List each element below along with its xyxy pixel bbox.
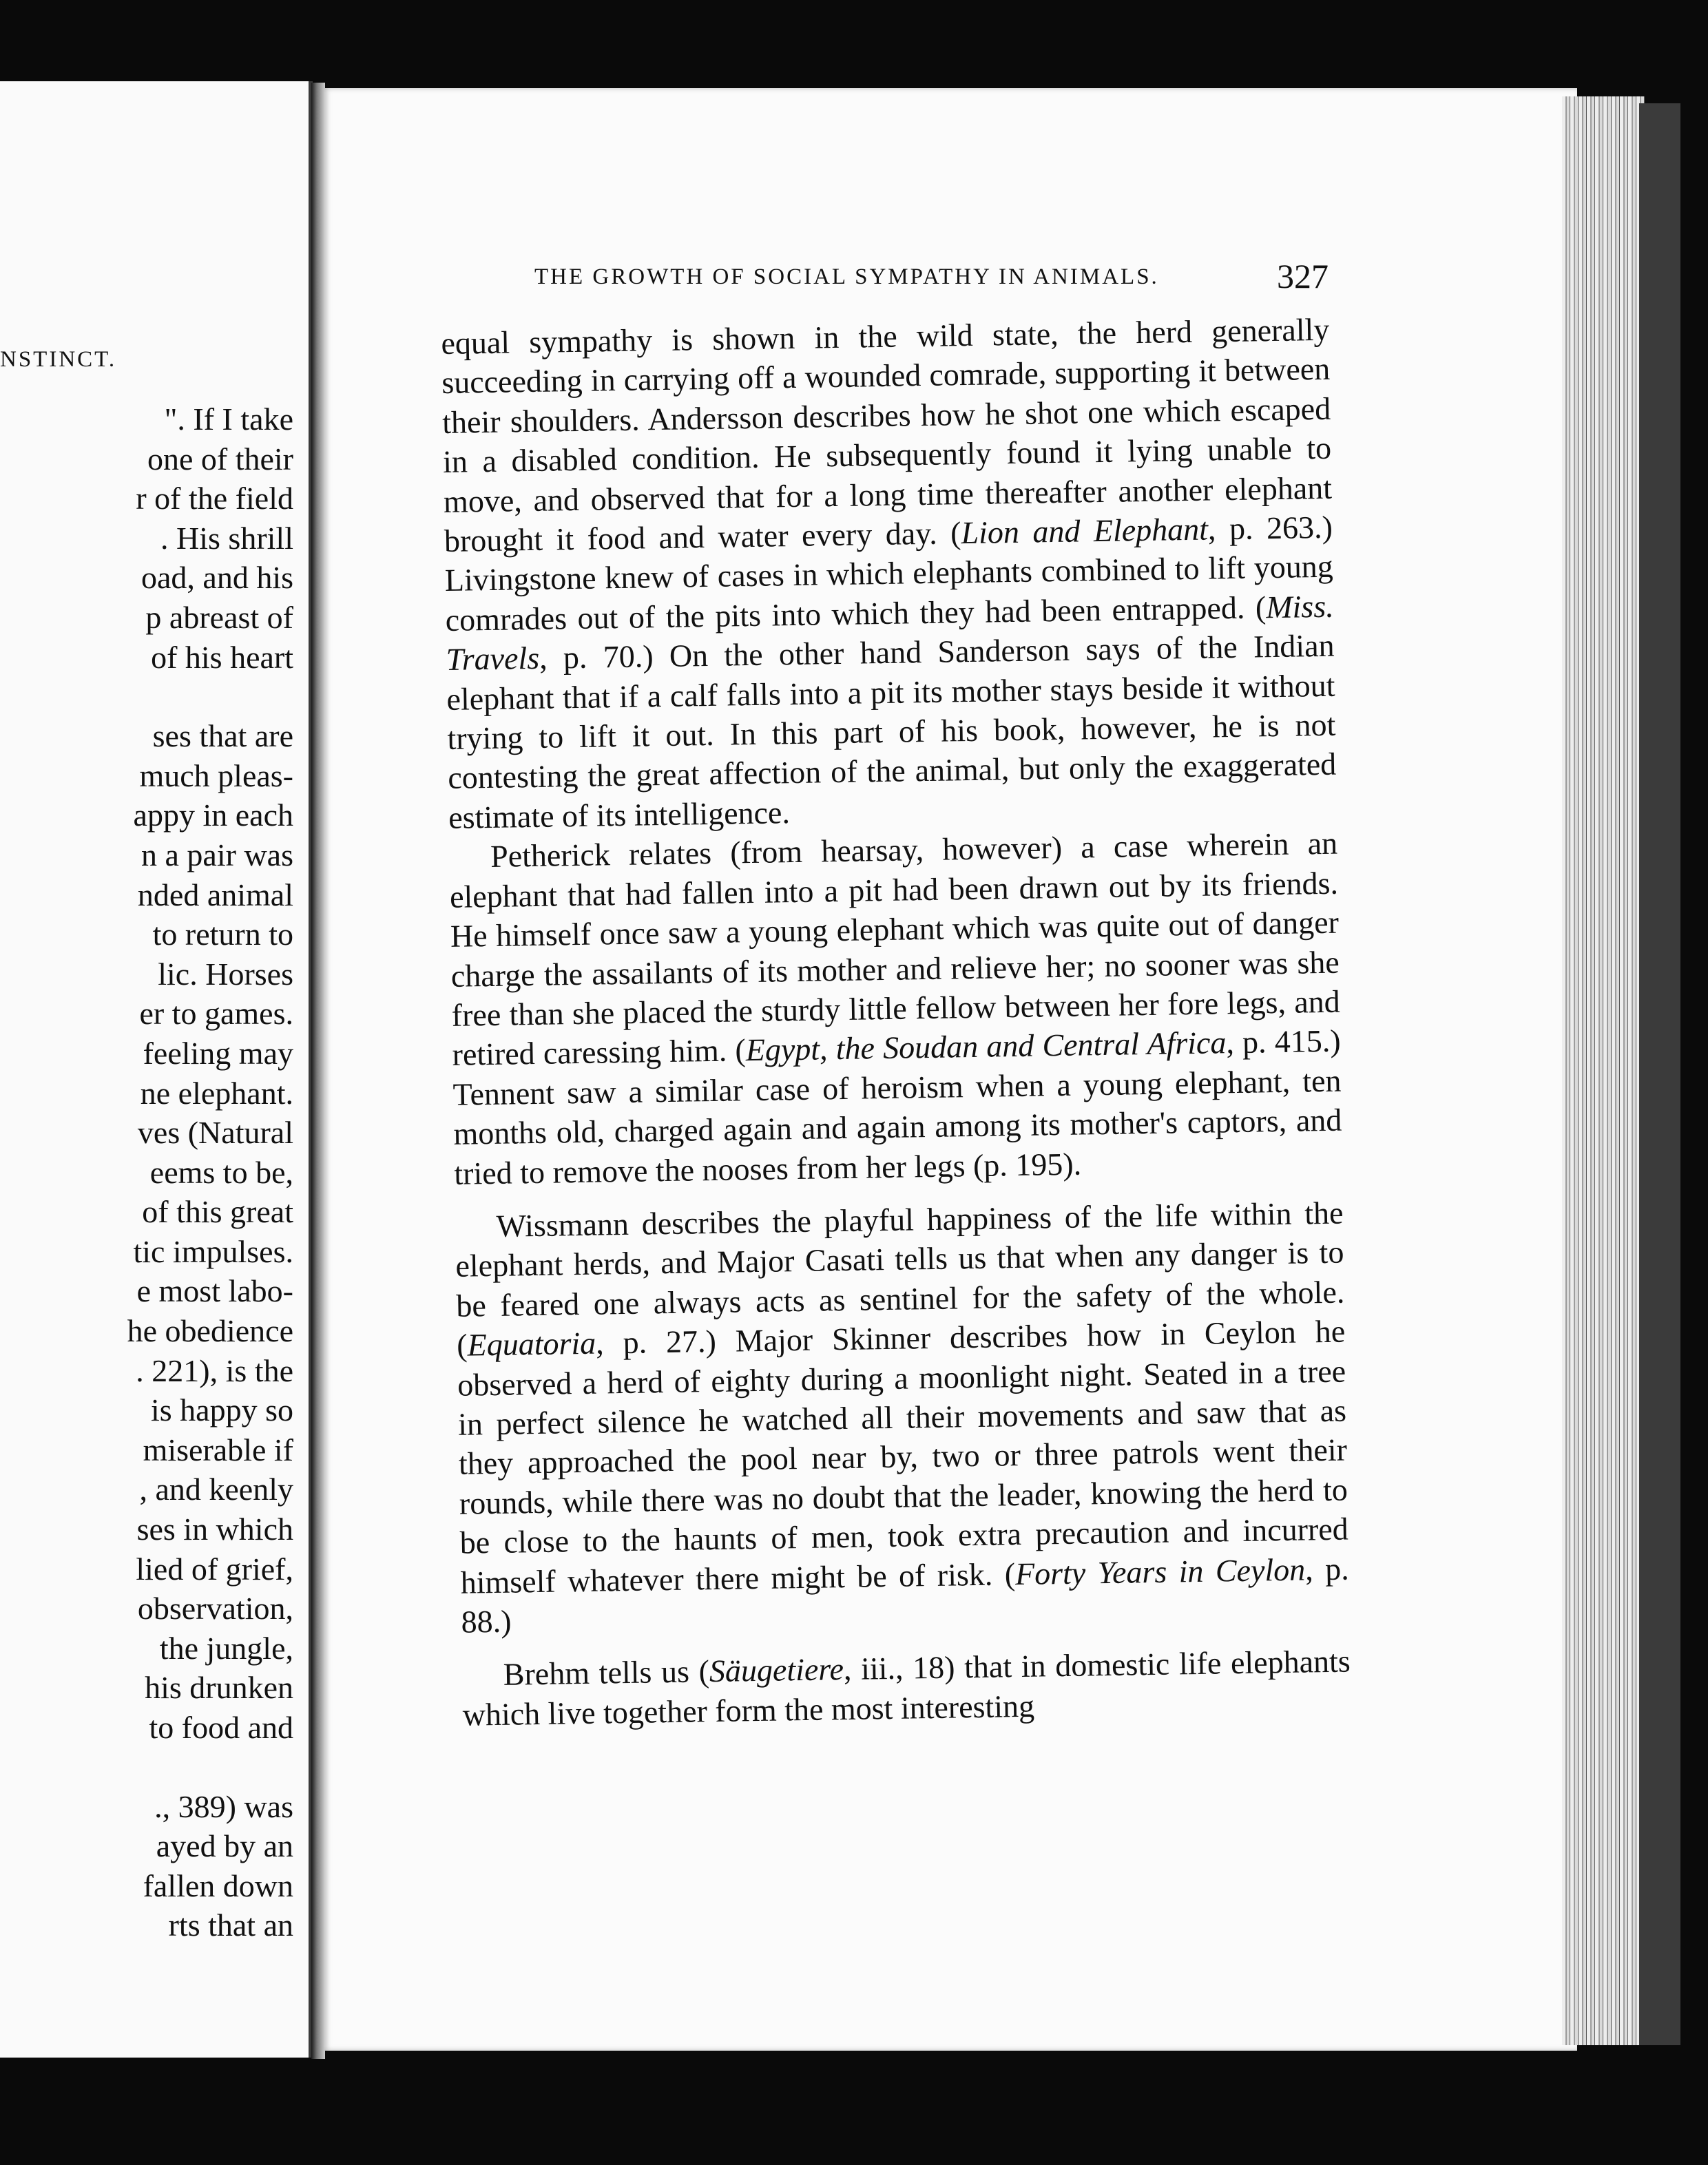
previous-page-line: appy in each [133, 797, 293, 833]
page-number: 327 [1277, 257, 1329, 295]
previous-page-line: ves (Natural [137, 1115, 293, 1151]
previous-page-line: nded animal [137, 877, 293, 912]
citation-title: Säugetiere [709, 1651, 844, 1689]
previous-page-line: eems to be, [149, 1154, 293, 1190]
text-run: Petherick relates (from hearsay, however) a case wherein an elephant that had fallen into a pit had been drawn out by its friends. He himself once saw a young elephant which was quite out of danger charge the assailants of its mother and relieve her; no sooner was she free than she placed the sturdy little fellow between her fore legs, and retired caressing him. ( [449, 825, 1341, 1073]
previous-page-line: one of their [147, 441, 293, 477]
book-cover-edge [1639, 103, 1680, 2045]
previous-page-line: r of the field [136, 481, 293, 516]
previous-page-line: is happy so [151, 1392, 293, 1428]
citation-title: Equatoria [467, 1325, 596, 1363]
previous-page-line: lic. Horses [158, 956, 293, 992]
previous-page-line: oad, and his [140, 560, 293, 596]
body-text [441, 310, 1351, 1735]
text-run: , p. 415.) Tennent saw a similar case of heroism when a young elephant, ten months old, charged again and again among its mother's captors, and tried to remove the nooses from her legs (p. 195). [452, 1023, 1342, 1191]
previous-page-line: p abreast of [145, 599, 293, 635]
previous-page-line: miserable if [143, 1432, 293, 1467]
previous-page-text [0, 399, 293, 1945]
previous-page-line: e most labo- [136, 1273, 293, 1309]
text-run: Wissmann describes the playful happiness of the life within the elephant herds, and Major Casati tells us that when any danger is to be feared one always acts as sentinel for the safety of the whole. ( [455, 1195, 1345, 1363]
previous-page-line: ses in which [136, 1512, 293, 1547]
text-run: , p. 70.) On the other hand Sanderson says of the Indian elephant that if a calf falls into a pit its mother stays beside it without trying to lift it out. In this part of his book, however, he is not contesting the great affection of the animal, but only the exaggerated estimate of its intelligence. [446, 627, 1337, 835]
previous-page-line: he obedience [127, 1313, 293, 1349]
text-run: equal sympathy is shown in the wild state, the herd generally succeeding in carrying off a wounded comrade, supporting it between their shoulders. Andersson describes how he shot one which escaped in a disabled condition. He subsequently found it lying unable to move, and observed that for a long time thereafter another elephant brought it food and water every day. ( [441, 311, 1333, 558]
previous-page-line: to return to [152, 917, 293, 952]
previous-page-line: of his heart [151, 639, 293, 675]
paragraph [449, 824, 1343, 1193]
previous-page-line: n a pair was [141, 837, 293, 872]
previous-page-line: observation, [137, 1591, 293, 1627]
previous-page-line: ne elephant. [140, 1075, 293, 1111]
previous-page-line: . His shrill [160, 520, 293, 556]
previous-page-line: . 221), is the [136, 1352, 293, 1388]
previous-page-line: his drunken [145, 1670, 293, 1706]
previous-page-line: of this great [142, 1194, 293, 1230]
previous-page-line: the jungle, [159, 1630, 293, 1666]
previous-page-line: ". If I take [164, 401, 293, 437]
running-head: THE GROWTH OF SOCIAL SYMPATHY IN ANIMALS. [534, 264, 1159, 289]
text-run: , iii., 18) that in domestic life elephants which live together form the most interesting [462, 1643, 1351, 1733]
previous-page-line: tic impulses. [133, 1233, 293, 1269]
previous-page-line: rts that an [168, 1907, 293, 1943]
text-run: , p. 88.) [461, 1551, 1349, 1640]
page-edges [1562, 96, 1645, 2045]
previous-page-line: fallen down [143, 1868, 293, 1903]
previous-page-line: feeling may [143, 1035, 293, 1071]
previous-page-line: er to games. [139, 996, 293, 1032]
previous-page-line: ses that are [152, 718, 293, 754]
paragraph [461, 1642, 1351, 1735]
paragraph [441, 310, 1337, 837]
previous-page-line: , and keenly [139, 1472, 293, 1507]
citation-title: Egypt, the Soudan and Central Africa [745, 1025, 1227, 1068]
text-run: Brehm tells us ( [503, 1653, 710, 1693]
previous-page-line: to food and [149, 1710, 293, 1745]
citation-title: Miss. Travels [446, 588, 1335, 678]
previous-page-running-head: NSTINCT. [0, 347, 117, 372]
book-gutter [311, 83, 325, 2059]
previous-page-line: much pleas- [139, 757, 293, 793]
text-run: , p. 263.) Livingstone knew of cases in which elephants combined to lift young comrades out of the pits into which they had been entrapped. ( [444, 509, 1334, 638]
previous-page-line: ., 389) was [154, 1788, 293, 1824]
text-run: , p. 27.) Major Skinner describes how in Ceylon he observed a herd of eighty during a moonlight night. Seated in a tree in perfect silence he watched all their movements and saw that as they approached the pool near by, two or three patrols went their rounds, while there was no doubt that the leader, knowing the herd to be close to the haunts of men, took extra precaution and incurred himself whatever there might be of risk. ( [457, 1313, 1349, 1600]
citation-title: Lion and Elephant [961, 511, 1209, 551]
previous-page-line: lied of grief, [136, 1551, 293, 1587]
previous-page-line: ayed by an [156, 1828, 293, 1864]
previous-page [0, 81, 313, 2058]
paragraph [455, 1193, 1350, 1642]
citation-title: Forty Years in Ceylon [1014, 1551, 1306, 1591]
